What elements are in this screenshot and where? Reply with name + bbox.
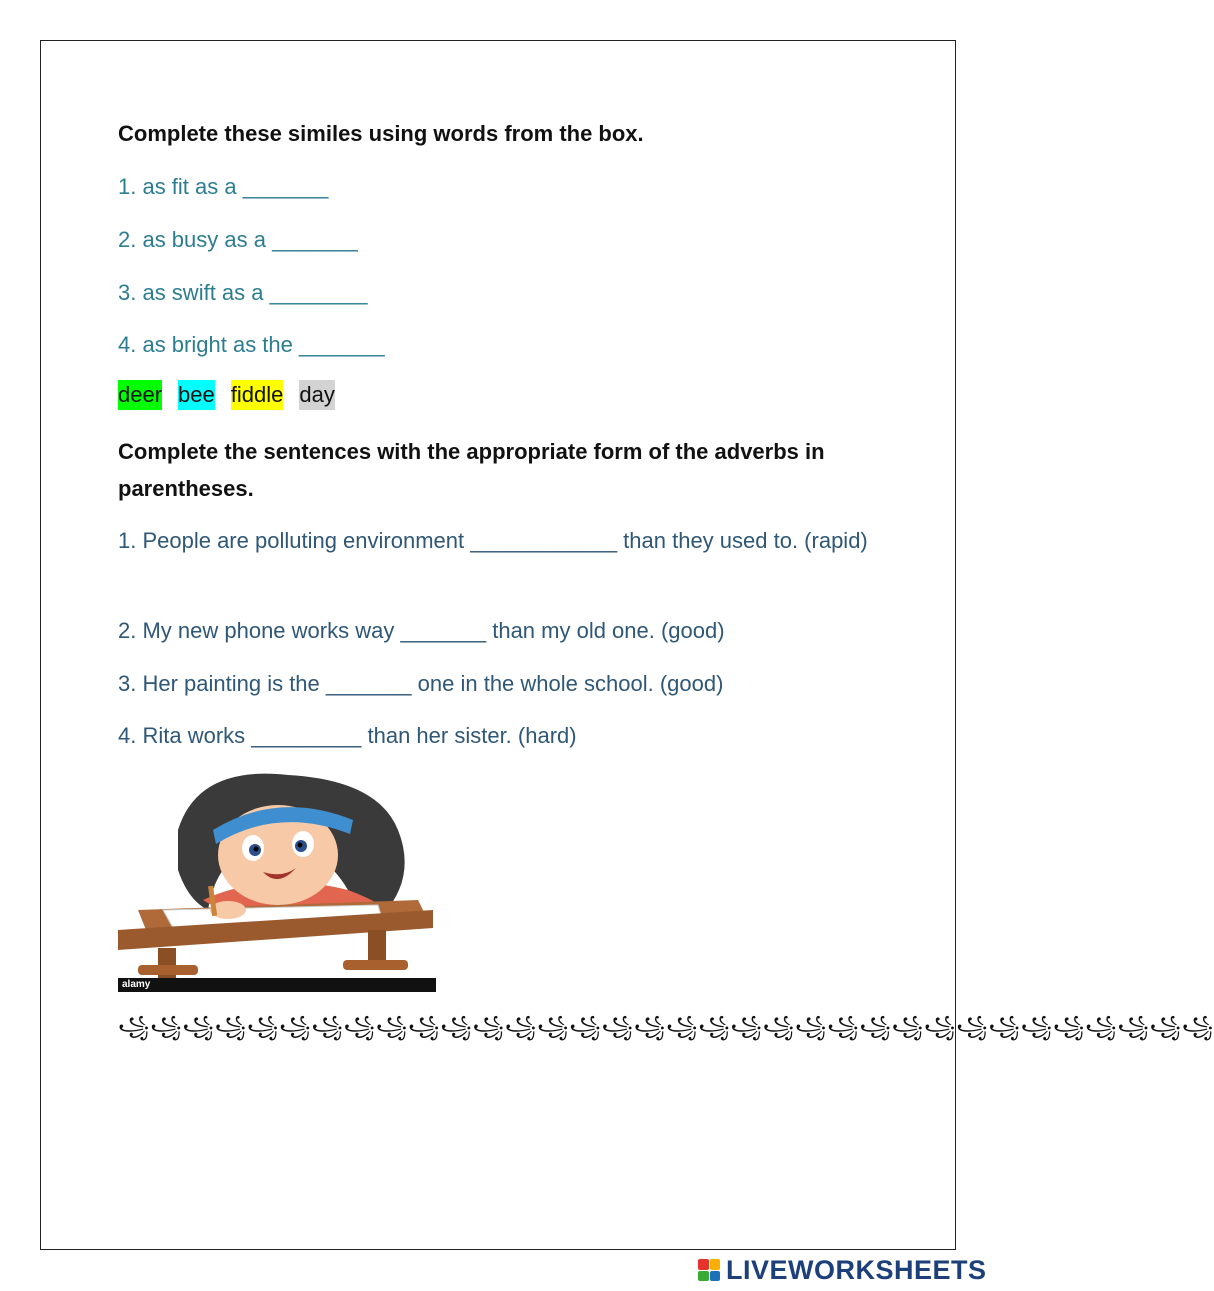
word-box (118, 380, 335, 410)
liveworksheets-logo-icon (698, 1259, 720, 1281)
brand-name: LIVEWORKSHEETS (726, 1254, 987, 1285)
brand-footer (698, 1254, 987, 1286)
simile-item-3[interactable]: 3. as swift as a ________ (118, 280, 368, 305)
ornament-divider: ꧁꧁꧁꧁꧁꧁꧁꧁꧁꧁꧁꧁꧁꧁꧁꧁꧁꧁꧁꧁꧁꧁꧁꧁꧁꧁꧁꧁꧁꧁꧁꧁꧁꧁ (118, 1014, 1214, 1038)
word-deer: deer (118, 380, 162, 410)
adverb-item-2[interactable]: 2. My new phone works way _______ than my old one. (good) (118, 618, 725, 643)
girl-drawing-illustration (118, 770, 436, 992)
image-caption: alamy (122, 979, 151, 990)
adverb-item-1[interactable]: 1. People are polluting environment ____________ than they used to. (rapid) (118, 528, 868, 553)
simile-item-1[interactable]: 1. as fit as a _______ (118, 174, 329, 199)
simile-item-4[interactable]: 4. as bright as the _______ (118, 332, 385, 357)
word-day: day (299, 380, 334, 410)
word-fiddle: fiddle (231, 380, 284, 410)
adverbs-heading: Complete the sentences with the appropriate form of the adverbs in parentheses. (118, 439, 825, 501)
simile-item-2[interactable]: 2. as busy as a _______ (118, 227, 358, 252)
adverb-item-4[interactable]: 4. Rita works _________ than her sister. (hard) (118, 723, 577, 748)
adverb-item-3[interactable]: 3. Her painting is the _______ one in the whole school. (good) (118, 671, 724, 696)
word-bee: bee (178, 380, 215, 410)
image-caption-bar (118, 978, 436, 992)
similes-heading: Complete these similes using words from the box. (118, 121, 644, 146)
